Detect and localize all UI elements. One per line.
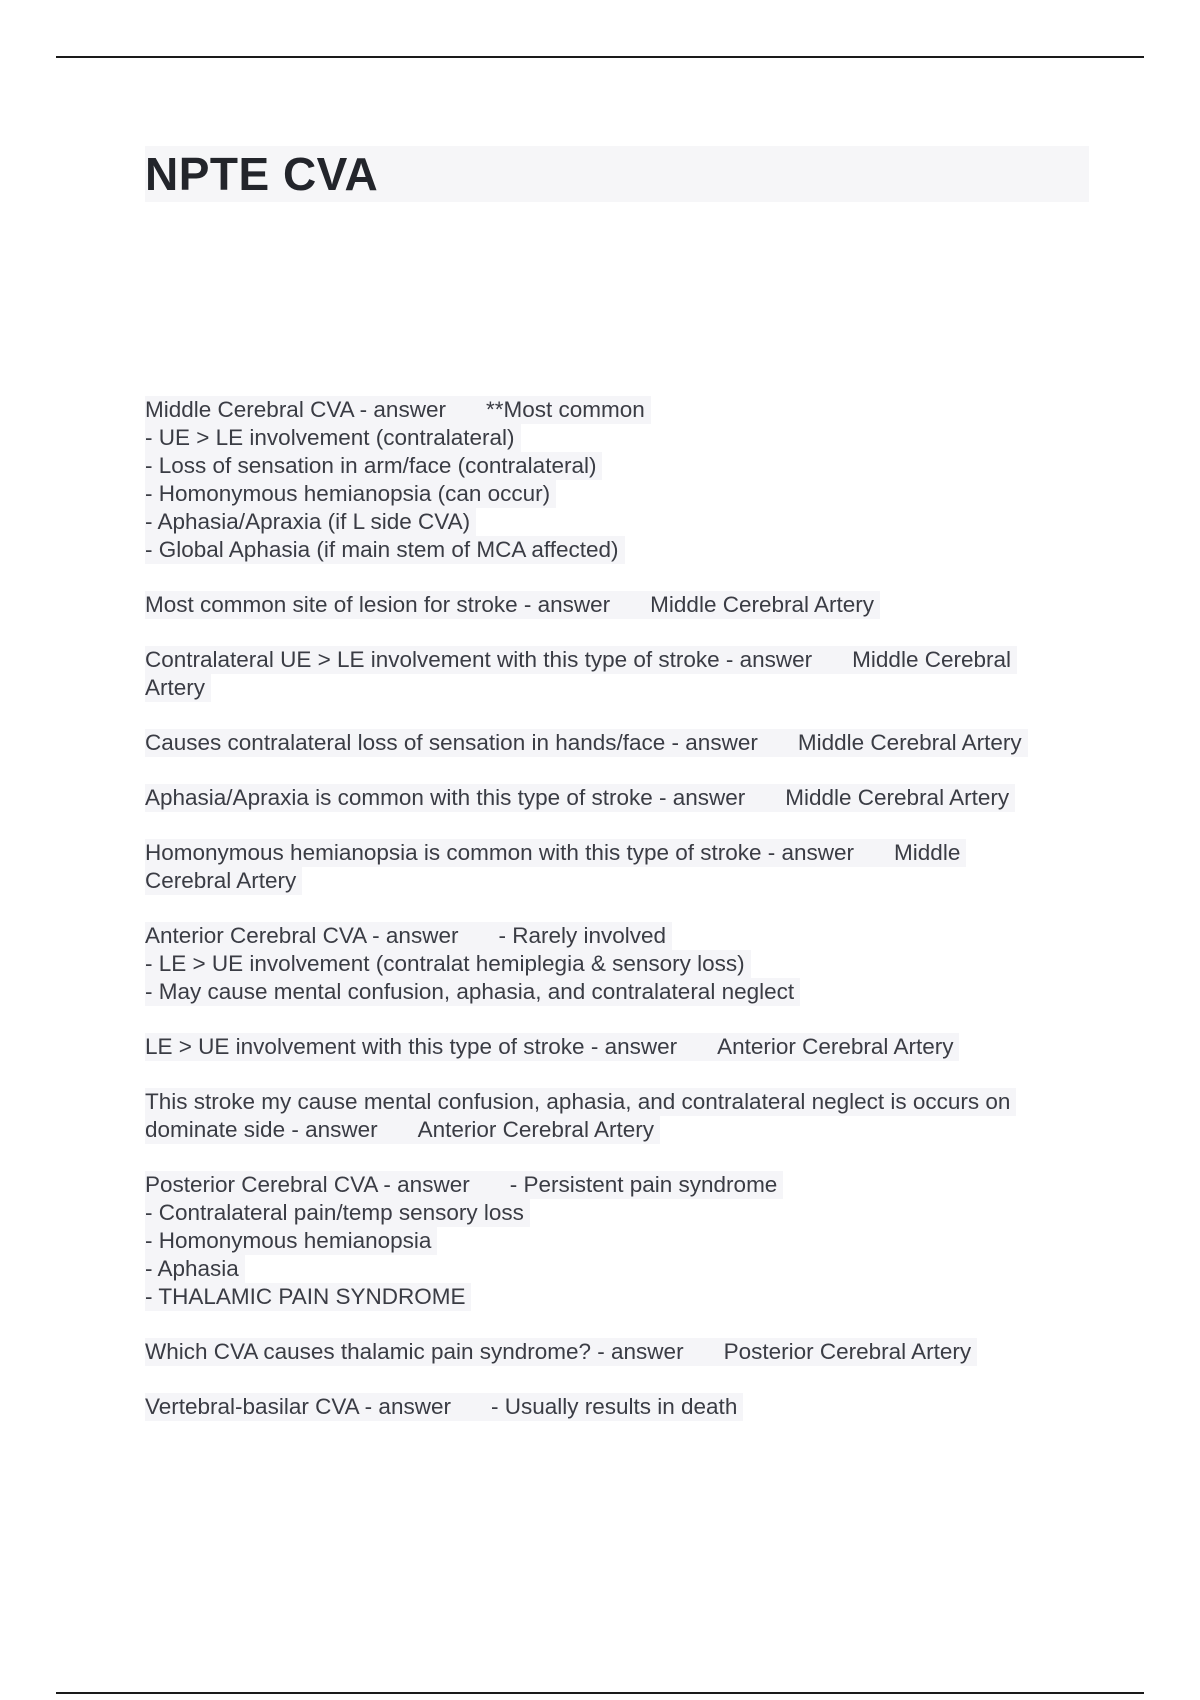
card-line <box>145 729 1028 757</box>
card-detail-line: - Aphasia/Apraxia (if L side CVA) <box>145 508 476 536</box>
card-line <box>145 646 1017 674</box>
card-detail-line: - THALAMIC PAIN SYNDROME <box>145 1283 471 1311</box>
flashcard <box>145 922 1105 1006</box>
flashcard <box>145 591 1105 619</box>
card-detail-line: - Homonymous hemianopsia <box>145 1227 437 1255</box>
flashcard <box>145 1171 1105 1311</box>
card-question: Vertebral-basilar CVA - answer <box>145 1394 451 1419</box>
card-detail-line: - Contralateral pain/temp sensory loss <box>145 1199 530 1227</box>
card-line <box>145 839 966 867</box>
card-detail-line: - Aphasia <box>145 1255 245 1283</box>
top-rule <box>56 56 1144 58</box>
card-detail-line: - UE > LE involvement (contralateral) <box>145 424 521 452</box>
card-detail-line: - May cause mental confusion, aphasia, and contralateral neglect <box>145 978 800 1006</box>
card-line <box>145 396 651 424</box>
card-question: Most common site of lesion for stroke - answer <box>145 592 611 617</box>
card-answer: Middle Cerebral Artery <box>650 592 875 617</box>
card-answer: Posterior Cerebral Artery <box>723 1339 972 1364</box>
flashcard <box>145 784 1105 812</box>
flashcard <box>145 1393 1105 1421</box>
card-answer: Middle Cerebral Artery <box>785 785 1010 810</box>
card-line <box>145 1033 959 1061</box>
flashcard-list <box>145 396 1105 1448</box>
card-question: Middle Cerebral CVA - answer <box>145 397 446 422</box>
flashcard <box>145 396 1105 564</box>
card-question: LE > UE involvement with this type of stroke - answer <box>145 1034 678 1059</box>
card-line <box>145 1393 743 1421</box>
title-block <box>145 146 1089 202</box>
card-answer: **Most common <box>485 397 645 422</box>
card-detail-line: - Homonymous hemianopsia (can occur) <box>145 480 556 508</box>
card-answer: Middle <box>894 840 961 865</box>
card-question: dominate side - answer <box>145 1117 378 1142</box>
card-question: Aphasia/Apraxia is common with this type of stroke - answer <box>145 785 746 810</box>
card-question-line: This stroke my cause mental confusion, aphasia, and contralateral neglect is occurs on <box>145 1088 1016 1116</box>
card-answer: - Usually results in death <box>490 1394 738 1419</box>
card-detail-line: - Loss of sensation in arm/face (contralateral) <box>145 452 602 480</box>
flashcard <box>145 839 1105 895</box>
card-answer: - Rarely involved <box>498 923 667 948</box>
card-answer-continuation: Cerebral Artery <box>145 867 302 895</box>
flashcard <box>145 1338 1105 1366</box>
card-answer-continuation: Artery <box>145 674 211 702</box>
card-question: Contralateral UE > LE involvement with this type of stroke - answer <box>145 647 813 672</box>
flashcard <box>145 1033 1105 1061</box>
flashcard <box>145 1088 1105 1144</box>
card-detail-line: - Global Aphasia (if main stem of MCA affected) <box>145 536 625 564</box>
card-question: Causes contralateral loss of sensation in hands/face - answer <box>145 730 758 755</box>
bottom-rule <box>56 1692 1144 1694</box>
flashcard <box>145 646 1105 702</box>
page-title: NPTE CVA <box>145 148 379 200</box>
card-answer: - Persistent pain syndrome <box>509 1172 778 1197</box>
card-line <box>145 784 1015 812</box>
card-line <box>145 1338 977 1366</box>
card-question: Which CVA causes thalamic pain syndrome? - answer <box>145 1339 684 1364</box>
card-question: Anterior Cerebral CVA - answer <box>145 923 459 948</box>
card-line <box>145 922 672 950</box>
card-question: Posterior Cerebral CVA - answer <box>145 1172 470 1197</box>
card-answer: Anterior Cerebral Artery <box>717 1034 954 1059</box>
flashcard <box>145 729 1105 757</box>
card-answer: Anterior Cerebral Artery <box>417 1117 654 1142</box>
card-answer: Middle Cerebral <box>852 647 1011 672</box>
card-line <box>145 1116 660 1144</box>
card-line <box>145 591 880 619</box>
card-question: Homonymous hemianopsia is common with this type of stroke - answer <box>145 840 855 865</box>
card-detail-line: - LE > UE involvement (contralat hemiplegia & sensory loss) <box>145 950 751 978</box>
card-answer: Middle Cerebral Artery <box>797 730 1022 755</box>
card-line <box>145 1171 783 1199</box>
